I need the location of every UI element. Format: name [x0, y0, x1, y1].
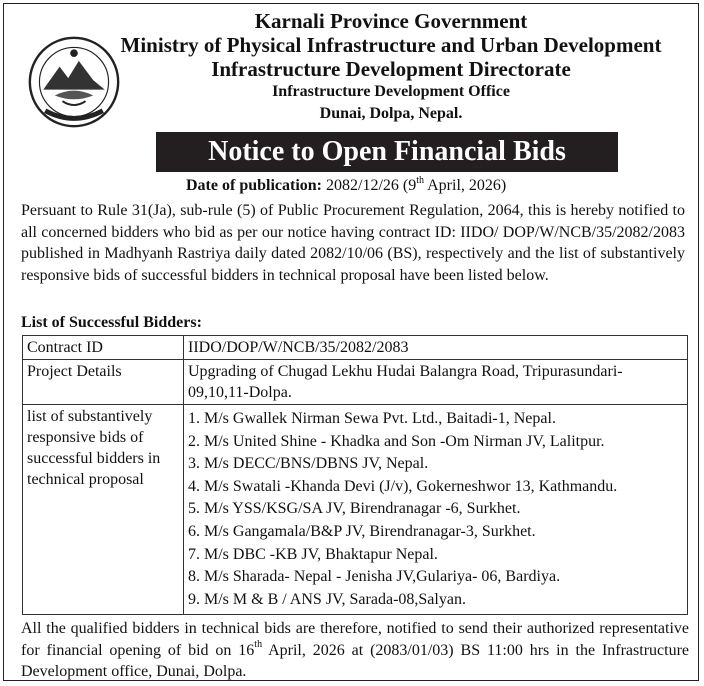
closing-text-part2: April, 2026 at (2083/01/03) BS 11:00 hrs in the Infrastructure Development office, Dunai, Dolpa.: [21, 641, 689, 681]
bidder-list: [188, 406, 683, 613]
list-item: 4. M/s Swatali -Khanda Devi (J/v), Gokerneshwor 13, Kathmandu.: [188, 477, 618, 495]
bidders-label: list of substantively responsive bids of successful bidders in technical proposal: [23, 405, 184, 615]
header-ministry: Ministry of Physical Infrastructure and Urban Development: [120, 33, 662, 57]
list-item: 9. M/s M & B / ANS JV, Sarada-08,Salyan.: [188, 590, 466, 608]
intro-paragraph: Persuant to Rule 31(Ja), sub-rule (5) of Public Procurement Regulation, 2064, this is hereby notified to all concerned bidders who bid as per our notice having contract ID: IIDO/ DOP/W/NCB/35/2082/2083 published in Madhyanh Rastriya daily dated 2082/10/06 (BS), respectively and the list of substantively responsive bids of successful bidders in technical proposal have been listed below.: [21, 202, 685, 284]
header-directorate: Infrastructure Development Directorate: [211, 57, 571, 81]
contract-id-value: IIDO/DOP/W/NCB/35/2082/2083: [184, 336, 688, 360]
project-details-label: Project Details: [23, 360, 184, 405]
list-item: 5. M/s YSS/KSG/SA JV, Birendranagar -6, Surkhet.: [188, 500, 521, 518]
publication-date: [186, 174, 507, 195]
contract-id-label: Contract ID: [23, 336, 184, 360]
publication-date-ad: April, 2026): [424, 177, 507, 194]
table-row: [23, 336, 688, 360]
list-item: 2. M/s United Shine - Khadka and Son -Om Nirman JV, Lalitpur.: [188, 432, 605, 450]
closing-text-part1: All the qualified bidders in technical bids are therefore, notified to send their authorized representative for financial opening of bid on 16: [21, 620, 689, 659]
header-office: Infrastructure Development Office: [272, 83, 510, 100]
publication-date-bs: 2082/12/26 (9: [326, 177, 417, 194]
publication-date-sup: th: [416, 174, 424, 186]
bidders-table: [22, 335, 688, 615]
publication-date-label: Date of publication:: [186, 177, 322, 194]
notice-title-banner: Notice to Open Financial Bids: [156, 132, 618, 172]
project-details-value: Upgrading of Chugad Lekhu Hudai Balangra Road, Tripurasundari-09,10,11-Dolpa.: [184, 360, 688, 405]
closing-sup: th: [254, 639, 263, 651]
list-title: List of Successful Bidders:: [21, 314, 202, 331]
bidders-cell: [184, 405, 688, 615]
notice-document: [3, 3, 699, 681]
list-item: 6. M/s Gangamala/B&P JV, Birendranagar-3, Surkhet.: [188, 522, 536, 540]
table-row: [23, 360, 688, 405]
list-item: 1. M/s Gwallek Nirman Sewa Pvt. Ltd., Baitadi-1, Nepal.: [188, 410, 556, 427]
header-location: Dunai, Dolpa, Nepal.: [319, 105, 463, 122]
header-government: Karnali Province Government: [254, 9, 528, 33]
list-item: 7. M/s DBC -KB JV, Bhaktapur Nepal.: [188, 545, 438, 563]
table-row: [23, 405, 688, 615]
list-item: 3. M/s DECC/BNS/DBNS JV, Nepal.: [188, 455, 429, 473]
list-item: 8. M/s Sharada- Nepal - Jenisha JV,Gulariya- 06, Bardiya.: [188, 568, 561, 586]
closing-paragraph: [21, 618, 689, 683]
